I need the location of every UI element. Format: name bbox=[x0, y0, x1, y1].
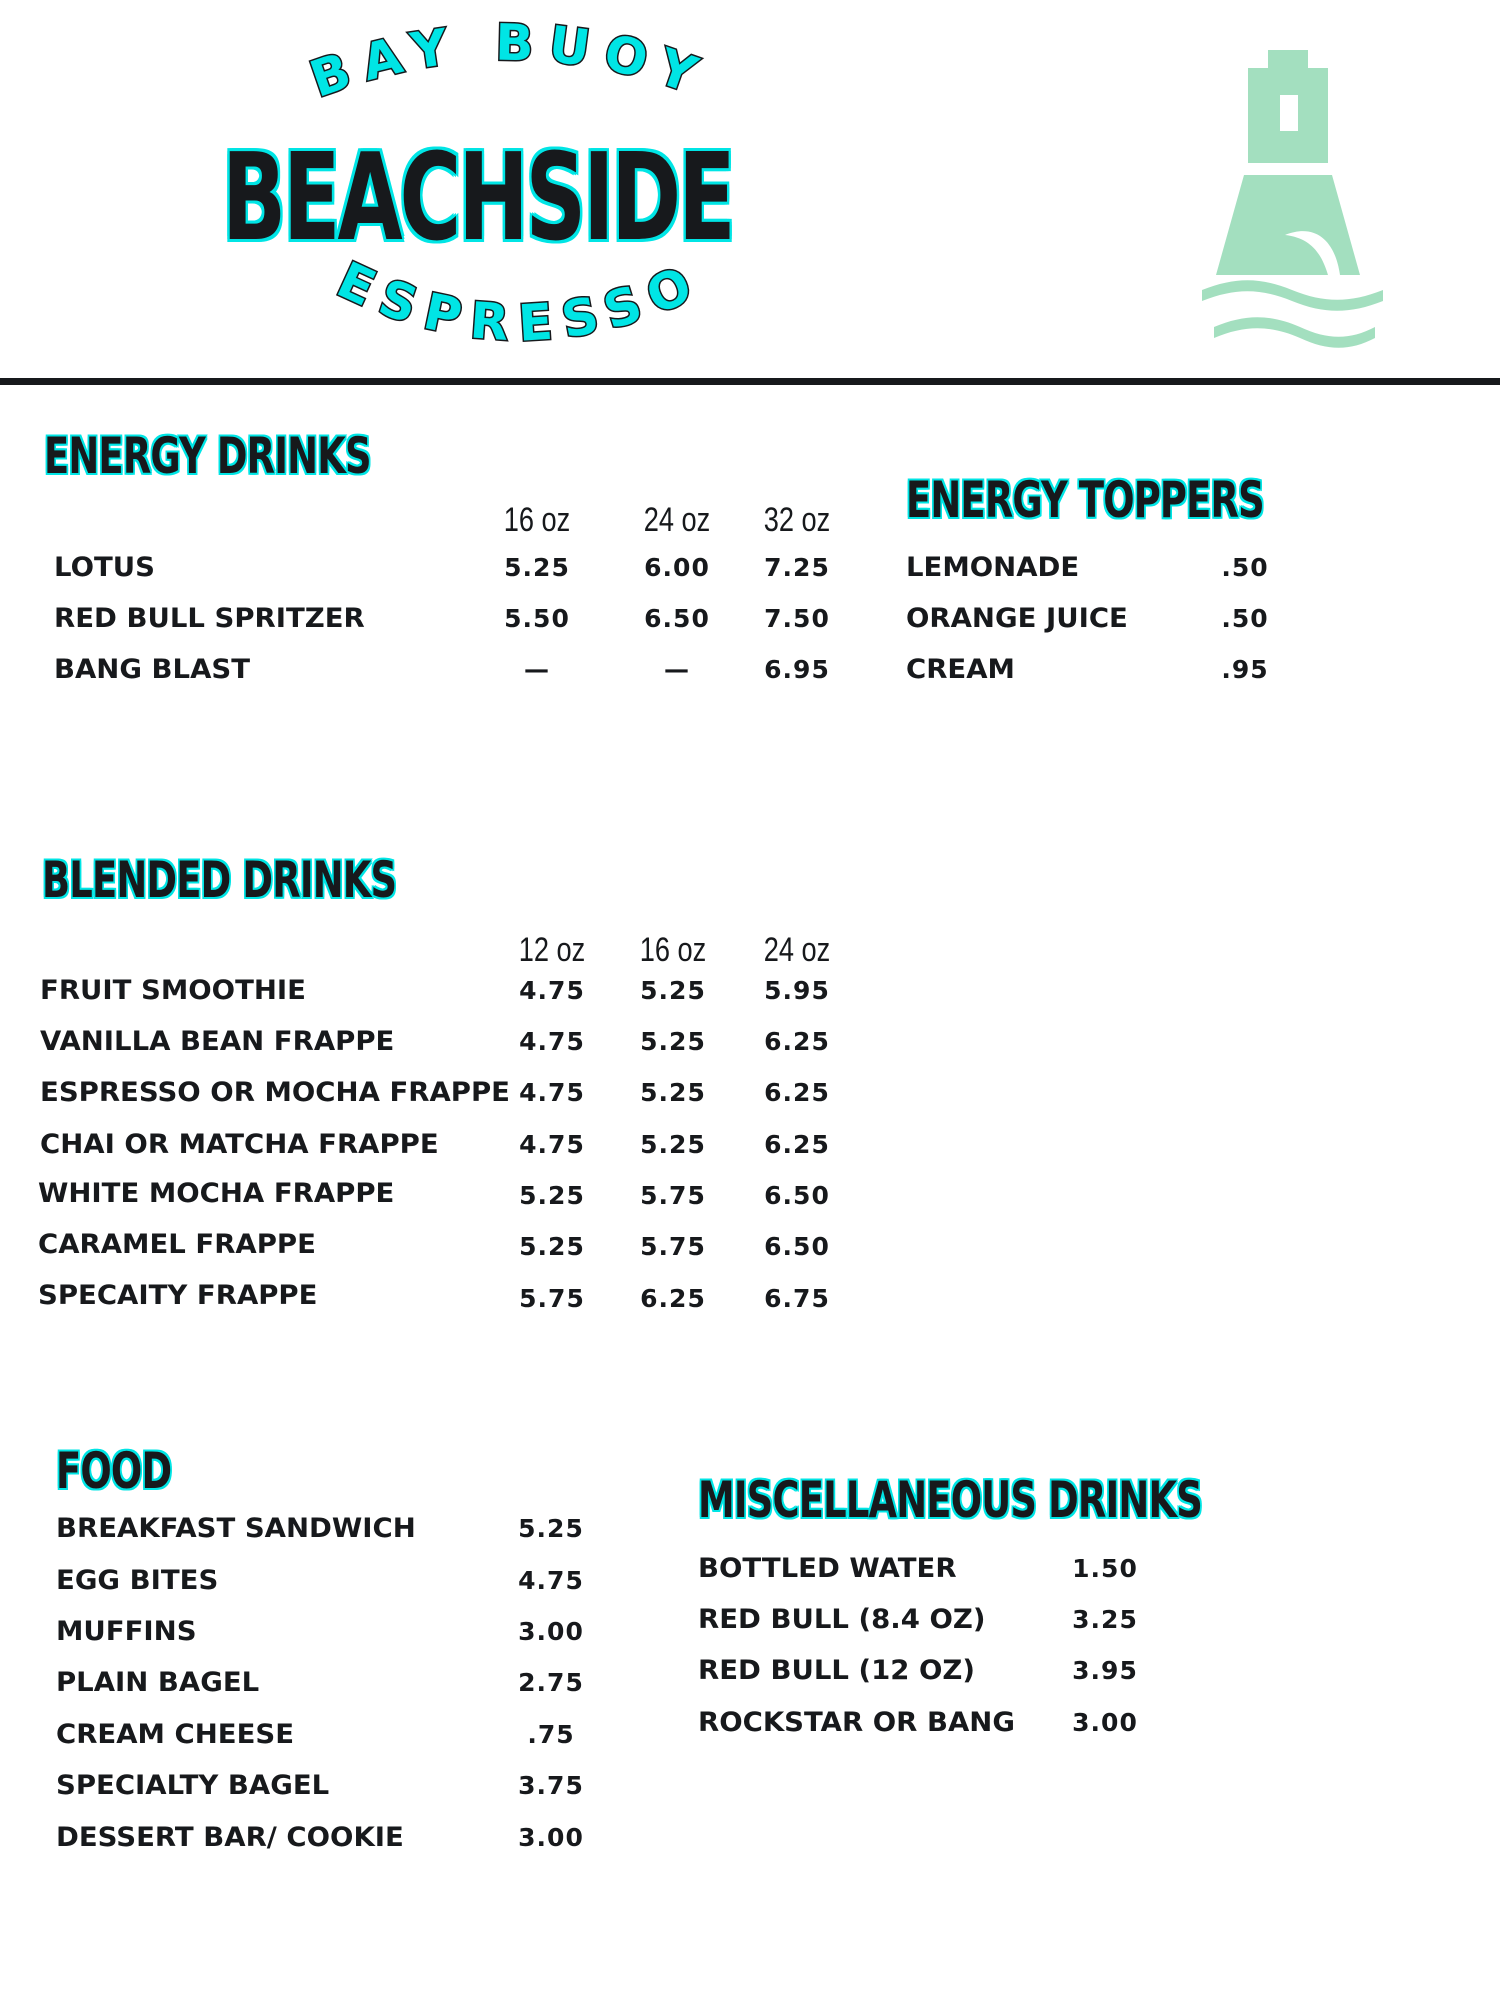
logo-top-text: BAY BUOY bbox=[302, 13, 718, 109]
menu-price: 6.50 bbox=[644, 604, 710, 633]
menu-price: 7.50 bbox=[764, 604, 830, 633]
logo-wordmark: BEACHSIDE bbox=[222, 129, 733, 268]
menu-price: 5.50 bbox=[504, 604, 570, 633]
menu-item: DESSERT BAR/ COOKIE bbox=[56, 1822, 404, 1853]
menu-item: SPECAITY FRAPPE bbox=[38, 1280, 318, 1311]
menu-price: 6.25 bbox=[764, 1130, 830, 1159]
menu-price: 1.50 bbox=[1072, 1554, 1138, 1583]
menu-item: VANILLA BEAN FRAPPE bbox=[40, 1026, 395, 1057]
menu-price: 4.75 bbox=[519, 1130, 585, 1159]
menu-price: 5.25 bbox=[519, 1181, 585, 1210]
menu-item: ESPRESSO OR MOCHA FRAPPE bbox=[40, 1077, 510, 1108]
menu-price: 6.50 bbox=[764, 1181, 830, 1210]
menu-price: 5.25 bbox=[640, 976, 706, 1005]
menu-price: 4.75 bbox=[519, 976, 585, 1005]
menu-price: .75 bbox=[527, 1720, 575, 1749]
menu-item: CHAI OR MATCHA FRAPPE bbox=[40, 1129, 439, 1160]
menu-item: RED BULL (8.4 OZ) bbox=[698, 1604, 986, 1635]
menu-price: 5.25 bbox=[640, 1130, 706, 1159]
menu-price: 4.75 bbox=[519, 1027, 585, 1056]
menu-item: BOTTLED WATER bbox=[698, 1553, 957, 1584]
menu-item: PLAIN BAGEL bbox=[56, 1667, 260, 1698]
menu-price: 2.75 bbox=[518, 1668, 584, 1697]
menu-item: FRUIT SMOOTHIE bbox=[40, 975, 306, 1006]
menu-price: 4.75 bbox=[519, 1078, 585, 1107]
size-header: 24 oz bbox=[763, 931, 831, 969]
menu-price: 6.00 bbox=[644, 553, 710, 582]
menu-price: 5.25 bbox=[504, 553, 570, 582]
menu-item: CARAMEL FRAPPE bbox=[38, 1229, 316, 1260]
menu-price: 3.00 bbox=[518, 1823, 584, 1852]
menu-price: 6.75 bbox=[764, 1284, 830, 1313]
menu-item: MUFFINS bbox=[56, 1616, 197, 1647]
menu-price: 5.75 bbox=[640, 1232, 706, 1261]
lighthouse-icon bbox=[1200, 45, 1385, 350]
menu-item: LOTUS bbox=[54, 552, 155, 583]
menu-price: 5.75 bbox=[640, 1181, 706, 1210]
energy-toppers-heading: ENERGY TOPPERS bbox=[906, 471, 1264, 529]
size-header: 24 oz bbox=[643, 501, 711, 539]
menu-item: ROCKSTAR OR BANG bbox=[698, 1707, 1015, 1738]
menu-item: SPECIALTY BAGEL bbox=[56, 1770, 330, 1801]
menu-price: 5.25 bbox=[518, 1514, 584, 1543]
size-header: 32 oz bbox=[763, 501, 831, 539]
menu-item: LEMONADE bbox=[906, 552, 1080, 583]
blended-drinks-heading: BLENDED DRINKS bbox=[42, 851, 397, 909]
food-heading: FOOD bbox=[56, 1442, 172, 1500]
menu-item: RED BULL SPRITZER bbox=[54, 603, 365, 634]
menu-item: WHITE MOCHA FRAPPE bbox=[38, 1178, 395, 1209]
menu-price: 3.75 bbox=[518, 1771, 584, 1800]
menu-item: EGG BITES bbox=[56, 1565, 219, 1596]
size-header: 12 oz bbox=[518, 931, 586, 969]
menu-item: BANG BLAST bbox=[54, 654, 251, 685]
menu-item: RED BULL (12 OZ) bbox=[698, 1655, 975, 1686]
menu-item: CREAM CHEESE bbox=[56, 1719, 295, 1750]
menu-price: 6.95 bbox=[764, 655, 830, 684]
menu-price: 5.25 bbox=[640, 1078, 706, 1107]
menu-price: .50 bbox=[1221, 553, 1269, 582]
menu-price: 5.25 bbox=[640, 1027, 706, 1056]
menu-price: .50 bbox=[1221, 604, 1269, 633]
menu-price: 6.50 bbox=[764, 1232, 830, 1261]
energy-drinks-heading: ENERGY DRINKS bbox=[44, 427, 371, 485]
menu-price: .95 bbox=[1221, 655, 1269, 684]
size-header: 16 oz bbox=[503, 501, 571, 539]
menu-price: 5.75 bbox=[519, 1284, 585, 1313]
menu-price: 5.95 bbox=[764, 976, 830, 1005]
menu-price: 7.25 bbox=[764, 553, 830, 582]
menu-price: 6.25 bbox=[640, 1284, 706, 1313]
menu-price: 3.95 bbox=[1072, 1656, 1138, 1685]
misc-drinks-heading: MISCELLANEOUS DRINKS bbox=[698, 1471, 1202, 1529]
logo-bottom-text: ESPRESSO bbox=[328, 250, 712, 353]
menu-price: 5.25 bbox=[519, 1232, 585, 1261]
menu-price: 3.25 bbox=[1072, 1605, 1138, 1634]
menu-price: 3.00 bbox=[1072, 1708, 1138, 1737]
menu-price: — bbox=[524, 655, 550, 684]
menu-item: CREAM bbox=[906, 654, 1015, 685]
menu-item: ORANGE JUICE bbox=[906, 603, 1128, 634]
menu-price: 3.00 bbox=[518, 1617, 584, 1646]
menu-price: 6.25 bbox=[764, 1027, 830, 1056]
menu-price: 6.25 bbox=[764, 1078, 830, 1107]
menu-price: 4.75 bbox=[518, 1566, 584, 1595]
size-header: 16 oz bbox=[639, 931, 707, 969]
header-divider bbox=[0, 378, 1500, 385]
menu-price: — bbox=[664, 655, 690, 684]
menu-item: BREAKFAST SANDWICH bbox=[56, 1513, 416, 1544]
